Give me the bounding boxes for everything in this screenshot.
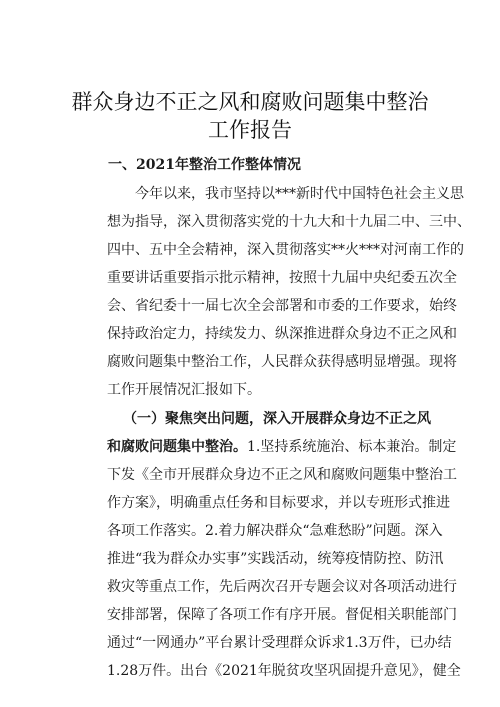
paragraph-line: 保持政治定力，持续发力、纵深推进群众身边不正之风和 (107, 326, 457, 342)
paragraph-line: 腐败问题集中整治工作，人民群众获得感明显增强。现将 (107, 354, 457, 370)
paragraph-line: 推进“我为群众办实事”实践活动，统筹疫情防控、防汛 (107, 551, 444, 567)
paragraph-line: 1.28万件。出台《2021年脱贫攻坚巩固提升意见》，健全 (107, 663, 461, 679)
section-heading-1: 一、2021年整治工作整体情况 (108, 157, 301, 173)
document-title-line1: 群众身边不正之风和腐败问题集中整治 (71, 90, 429, 114)
paragraph-line: 四中、五中全会精神，深入贯彻落实**火***对河南工作的 (107, 242, 464, 258)
paragraph-line: 救灾等重点工作，先后两次召开专题会议对各项活动进行 (107, 579, 457, 595)
paragraph-line: 今年以来，我市坚持以***新时代中国特色社会主义思 (135, 186, 464, 202)
paragraph-line: 想为指导，深入贯彻落实党的十九大和十九届二中、三中、 (107, 214, 471, 230)
subsection-heading-1-continued: 和腐败问题集中整治。 (107, 439, 247, 455)
paragraph-line: 下发《全市开展群众身边不正之风和腐败问题集中整治工 (107, 467, 457, 483)
subsection-heading-1: （一）聚焦突出问题，深入开展群众身边不正之风 (123, 411, 431, 427)
paragraph-line: 重要讲话重要指示批示精神，按照十九届中央纪委五次全 (107, 270, 457, 286)
paragraph-line: 安排部署，保障了各项工作有序开展。督促相关职能部门 (107, 607, 457, 623)
paragraph-line: 通过“一网通办”平台累计受理群众诉求1.3万件，已办结 (107, 635, 452, 651)
paragraph-line: 会、省纪委十一届七次全会部署和市委的工作要求，始终 (107, 298, 457, 314)
document-title-line2: 工作报告 (208, 118, 292, 142)
paragraph-text: 1.坚持系统施治、标本兼治。制定 (247, 439, 457, 455)
paragraph-line (107, 438, 456, 456)
paragraph-line: 各项工作落实。2.着力解决群众“急难愁盼”问题。深入 (107, 523, 443, 539)
paragraph-line: 工作开展情况汇报如下。 (107, 382, 261, 398)
paragraph-line: 作方案》，明确重点任务和目标要求，并以专班形式推进 (107, 495, 450, 511)
